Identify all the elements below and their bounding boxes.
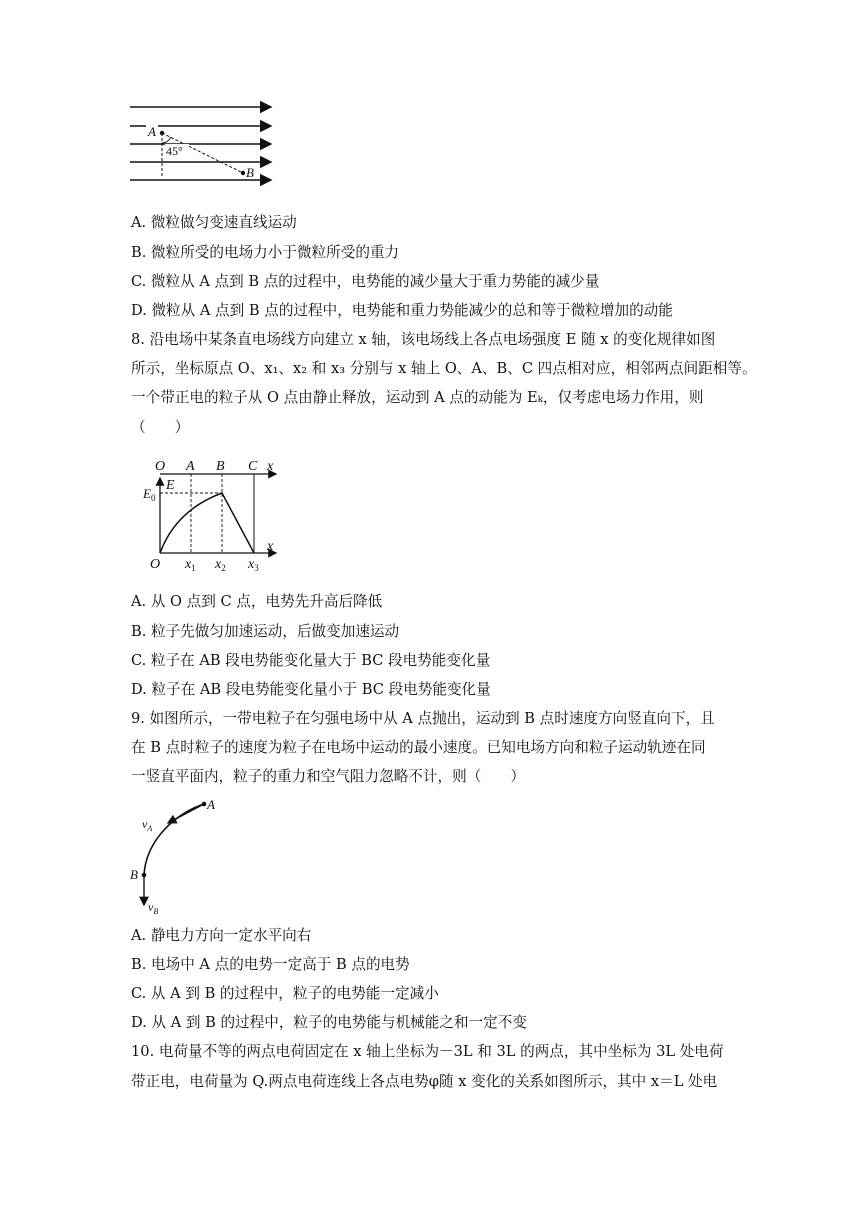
q9-option-a: A. 静电力方向一定水平向右 [131,927,312,944]
q9-stem-line2: 在 B 点时粒子的速度为粒子在电场中运动的最小速度。已知电场方向和粒子运动轨迹在同 [131,739,706,756]
q9-stem-line1: 9. 如图所示，一带电粒子在匀强电场中从 A 点抛出，运动到 B 点时速度方向竖直向下，且 [131,710,715,727]
point-b [142,873,147,878]
q7-field-diagram [128,96,278,186]
q8-option-b: B. 粒子先做匀加速运动，后做变加速运动 [131,623,400,640]
bottom-label-o: O [150,557,161,572]
q8-option-a: A. 从 O 点到 C 点，电势先升高后降低 [131,593,383,610]
q7-option-d: D. 微粒从 A 点到 B 点的过程中，电势能和重力势能减少的总和等于微粒增加的动能 [131,302,673,319]
point-a [202,802,207,807]
e0-label: $E_0$ [143,486,156,503]
va-label: $v_A$ [142,817,153,833]
angle-label: 45° [166,144,183,158]
label-b: B [246,165,254,180]
e-axis-label: E [166,478,175,493]
label-a: A [148,124,156,139]
top-label-a: A [186,459,195,474]
bottom-label-x1: $x_1$ [185,557,196,573]
q8-option-d: D. 粒子在 AB 段电势能变化量小于 BC 段电势能变化量 [131,681,491,698]
q8-stem-line3: 一个带正电的粒子从 O 点由静止释放，运动到 A 点的动能为 Eₖ，仅考虑电场力作用，则 [131,389,704,406]
q8-stem-line2: 所示，坐标原点 O、x₁、x₂ 和 x₃ 分别与 x 轴上 O、A、B、C 四点相对应，相邻两点间距相等。 [131,360,757,377]
q9-option-c: C. 从 A 到 B 的过程中，粒子的电势能一定减小 [131,985,439,1002]
vb-label: $v_B$ [148,900,159,916]
va-arrow [168,804,204,823]
point-a [160,131,164,135]
q10-stem-line1: 10. 电荷量不等的两点电荷固定在 x 轴上坐标为－3L 和 3L 的两点，其中坐标为 3L 处电荷 [131,1043,724,1060]
top-label-o: O [155,459,166,474]
bottom-label-x-axis: x [267,539,274,554]
q7-option-c: C. 微粒从 A 点到 B 点的过程中，电势能的减少量大于重力势能的减少量 [131,273,600,290]
top-label-x: x [267,459,274,474]
top-label-c: C [248,459,258,474]
q7-option-a: A. 微粒做匀变速直线运动 [131,214,297,231]
q9-option-d: D. 从 A 到 B 的过程中，粒子的电势能与机械能之和一定不变 [131,1014,527,1031]
q8-e-x-graph [138,452,288,574]
label-b: B [130,867,138,882]
trajectory-curve [144,804,204,875]
q8-stem-line4: （ ） [131,419,190,436]
q8-option-c: C. 粒子在 AB 段电势能变化量大于 BC 段电势能变化量 [131,652,491,669]
top-label-b: B [216,459,225,474]
q9-stem-line3: 一竖直平面内，粒子的重力和空气阻力忽略不计，则（ ） [131,768,526,785]
q7-option-b: B. 微粒所受的电场力小于微粒所受的重力 [131,244,400,261]
q10-stem-line2: 带正电，电荷量为 Q.两点电荷连线上各点电势φ随 x 变化的关系如图所示，其中 x＝L 处电 [131,1073,718,1090]
bottom-label-x2: $x_2$ [215,557,226,573]
e-curve [160,493,254,553]
q9-trajectory-diagram [126,795,236,920]
angle-arc [162,137,171,143]
q9-option-b: B. 电场中 A 点的电势一定高于 B 点的电势 [131,956,410,973]
point-b [241,171,245,175]
bottom-label-x3: $x_3$ [248,557,259,573]
q8-stem-line1: 8. 沿电场中某条直电场线方向建立 x 轴，该电场线上各点电场强度 E 随 x 的变化规律如图 [131,331,716,348]
label-a: A [207,797,215,812]
